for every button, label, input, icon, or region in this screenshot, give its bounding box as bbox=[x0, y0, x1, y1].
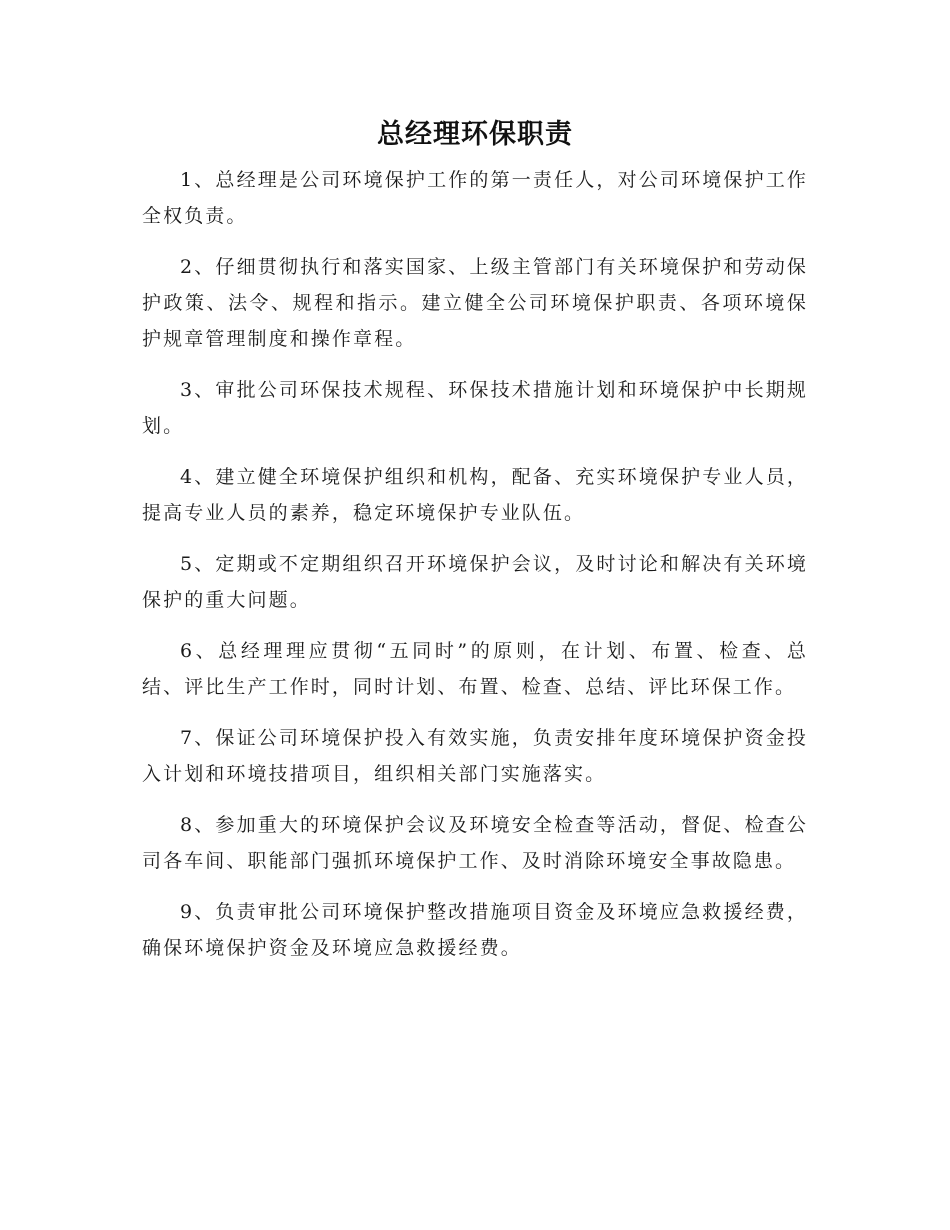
duty-paragraph-3: 3、审批公司环保技术规程、环保技术措施计划和环境保护中长期规划。 bbox=[142, 379, 808, 437]
duty-paragraph-8: 8、参加重大的环境保护会议及环境安全检查等活动，督促、检查公司各车间、职能部门强抓环境保护工作、及时消除环境安全事故隐患。 bbox=[142, 814, 808, 872]
duty-paragraph-5: 5、定期或不定期组织召开环境保护会议，及时讨论和解决有关环境保护的重大问题。 bbox=[142, 553, 808, 611]
page-title: 总经理环保职责 bbox=[377, 119, 573, 150]
duty-paragraph-4: 4、建立健全环境保护组织和机构，配备、充实环境保护专业人员，提高专业人员的素养，稳定环境保护专业队伍。 bbox=[142, 466, 808, 524]
duty-paragraph-9: 9、负责审批公司环境保护整改措施项目资金及环境应急救援经费，确保环境保护资金及环境应急救援经费。 bbox=[142, 901, 808, 959]
duty-paragraph-1: 1、总经理是公司环境保护工作的第一责任人，对公司环境保护工作全权负责。 bbox=[142, 169, 808, 227]
document-body bbox=[142, 162, 808, 981]
duty-paragraph-7: 7、保证公司环境保护投入有效实施，负责安排年度环境保护资金投入计划和环境技措项目，组织相关部门实施落实。 bbox=[142, 727, 808, 785]
duty-paragraph-2: 2、仔细贯彻执行和落实国家、上级主管部门有关环境保护和劳动保护政策、法令、规程和指示。建立健全公司环境保护职责、各项环境保护规章管理制度和操作章程。 bbox=[142, 256, 808, 350]
duty-paragraph-6: 6、总经理理应贯彻“五同时”的原则，在计划、布置、检查、总结、评比生产工作时，同时计划、布置、检查、总结、评比环保工作。 bbox=[142, 640, 808, 698]
